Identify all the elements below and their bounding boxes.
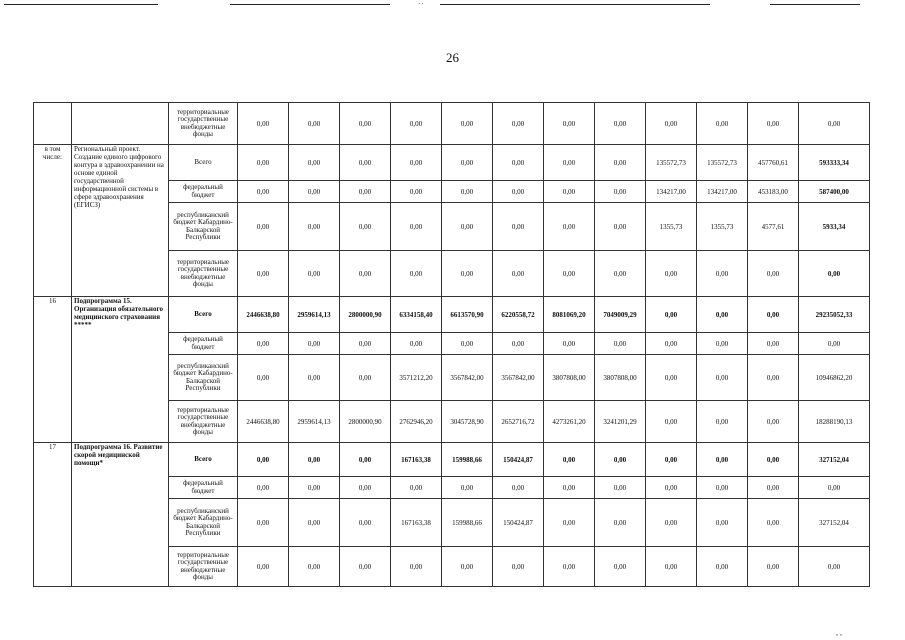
value-cell: 3045728,90 [442,401,493,443]
funding-source: федеральный бюджет [169,181,238,203]
value-cell: 0,00 [289,181,340,203]
value-cell: 10946862,20 [799,355,870,401]
value-cell: 0,00 [391,103,442,145]
value-cell: 0,00 [493,203,544,251]
value-cell: 0,00 [340,333,391,355]
value-cell: 0,00 [289,145,340,181]
value-cell: 0,00 [544,499,595,547]
value-cell: 0,00 [238,477,289,499]
value-cell: 2446638,80 [238,401,289,443]
value-cell: 0,00 [442,477,493,499]
value-cell: 3567842,00 [493,355,544,401]
value-cell: 0,00 [799,251,870,297]
value-cell: 0,00 [340,547,391,587]
value-cell: 0,00 [544,333,595,355]
value-cell: 0,00 [442,547,493,587]
funding-source: территориальные государственные внебюджетные фонды [169,547,238,587]
value-cell: 0,00 [238,547,289,587]
value-cell: 0,00 [595,477,646,499]
value-cell: 0,00 [646,251,697,297]
value-cell: 0,00 [493,251,544,297]
value-cell: 0,00 [340,203,391,251]
row-index: в том числе: [34,145,72,297]
value-cell: 0,00 [697,333,748,355]
value-cell: 0,00 [493,145,544,181]
value-cell: 0,00 [748,297,799,333]
value-cell: 0,00 [697,547,748,587]
value-cell: 0,00 [442,333,493,355]
value-cell: 0,00 [748,547,799,587]
value-cell: 0,00 [544,443,595,477]
value-cell: 0,00 [748,251,799,297]
value-cell: 0,00 [748,355,799,401]
row-index: 17 [34,443,72,587]
table-row [34,297,870,333]
value-cell: 0,00 [289,203,340,251]
value-cell: 134217,00 [646,181,697,203]
value-cell: 0,00 [799,333,870,355]
value-cell: 167163,38 [391,443,442,477]
value-cell: 0,00 [646,443,697,477]
value-cell: 150424,87 [493,443,544,477]
value-cell: 0,00 [595,203,646,251]
value-cell: 18288190,13 [799,401,870,443]
value-cell: 0,00 [289,443,340,477]
funding-source: республиканский бюджет Кабардино-Балкарской Республики [169,355,238,401]
value-cell: 3241201,29 [595,401,646,443]
value-cell: 0,00 [238,145,289,181]
value-cell: 0,00 [595,103,646,145]
value-cell: 0,00 [493,103,544,145]
value-cell: 0,00 [544,477,595,499]
program-name: Подпрограмма 16. Развитие скорой медицинской помощи* [72,443,169,587]
value-cell: 0,00 [289,333,340,355]
value-cell: 134217,00 [697,181,748,203]
value-cell: 0,00 [544,103,595,145]
value-cell: 0,00 [544,547,595,587]
value-cell: 0,00 [238,355,289,401]
funding-source: Всего [169,443,238,477]
value-cell: 0,00 [493,181,544,203]
value-cell: 0,00 [340,145,391,181]
value-cell: 0,00 [697,477,748,499]
top-rule-mid [230,4,390,5]
value-cell: 0,00 [646,547,697,587]
value-cell: 0,00 [595,181,646,203]
value-cell: 0,00 [748,333,799,355]
value-cell: 0,00 [646,477,697,499]
value-cell: 0,00 [340,477,391,499]
value-cell: 1355,73 [646,203,697,251]
value-cell: 0,00 [799,547,870,587]
table-row [34,145,870,181]
value-cell: 4577,61 [748,203,799,251]
value-cell: 0,00 [340,103,391,145]
value-cell: 0,00 [238,203,289,251]
value-cell: 2652716,72 [493,401,544,443]
funding-source: Всего [169,297,238,333]
table-row [34,443,870,477]
value-cell: 457760,61 [748,145,799,181]
value-cell: 0,00 [748,499,799,547]
funding-source: республиканский бюджет Кабардино-Балкарской Республики [169,203,238,251]
value-cell: 0,00 [544,181,595,203]
value-cell: 0,00 [391,333,442,355]
value-cell: 0,00 [391,477,442,499]
value-cell: 0,00 [340,499,391,547]
value-cell: 453183,00 [748,181,799,203]
table-row [34,103,870,145]
value-cell: 327152,04 [799,443,870,477]
value-cell: 3567842,00 [442,355,493,401]
value-cell: 2446638,80 [238,297,289,333]
value-cell: 0,00 [697,443,748,477]
value-cell: 0,00 [238,103,289,145]
program-name [72,103,169,145]
value-cell: 0,00 [289,251,340,297]
value-cell: 0,00 [595,251,646,297]
value-cell: 0,00 [340,251,391,297]
value-cell: 1355,73 [697,203,748,251]
value-cell: 0,00 [493,547,544,587]
value-cell: 3571212,20 [391,355,442,401]
value-cell: 0,00 [646,297,697,333]
value-cell: 0,00 [442,203,493,251]
row-index: 16 [34,297,72,443]
funding-source: Всего [169,145,238,181]
value-cell: 0,00 [748,443,799,477]
value-cell: 0,00 [391,547,442,587]
value-cell: 0,00 [289,355,340,401]
value-cell: 0,00 [595,547,646,587]
value-cell: 0,00 [646,103,697,145]
value-cell: 0,00 [697,499,748,547]
value-cell: 0,00 [289,103,340,145]
value-cell: 0,00 [493,333,544,355]
value-cell: 159988,66 [442,499,493,547]
value-cell: 5933,34 [799,203,870,251]
row-index [34,103,72,145]
value-cell: 159988,66 [442,443,493,477]
value-cell: 2800000,90 [340,297,391,333]
value-cell: 0,00 [544,145,595,181]
value-cell: 593333,34 [799,145,870,181]
value-cell: 0,00 [544,203,595,251]
value-cell: 0,00 [646,333,697,355]
program-name: Подпрограмма 15. Организация обязательного медицинского страхования ***** [72,297,169,443]
value-cell: 0,00 [748,477,799,499]
program-name: Региональный проект. Создание единого цифрового контура в здравоохранении на основе единой государственной информационной системы в сфере здравоохранения (ЕГИСЗ) [72,145,169,297]
value-cell: 0,00 [289,477,340,499]
value-cell: 0,00 [340,355,391,401]
top-rule-left [4,4,158,5]
value-cell: 8081069,20 [544,297,595,333]
value-cell: 0,00 [238,333,289,355]
value-cell: 7049009,29 [595,297,646,333]
value-cell: 29235052,33 [799,297,870,333]
value-cell: 0,00 [697,297,748,333]
value-cell: 0,00 [391,181,442,203]
value-cell: 2762946,20 [391,401,442,443]
value-cell: 2800000,90 [340,401,391,443]
value-cell: 0,00 [595,333,646,355]
value-cell: 0,00 [442,103,493,145]
value-cell: 0,00 [238,181,289,203]
value-cell: 0,00 [442,145,493,181]
value-cell: 0,00 [697,401,748,443]
value-cell: 0,00 [391,145,442,181]
funding-source: республиканский бюджет Кабардино-Балкарской Республики [169,499,238,547]
value-cell: 3807808,00 [595,355,646,401]
value-cell: 0,00 [391,203,442,251]
value-cell: 0,00 [595,443,646,477]
value-cell: 0,00 [493,477,544,499]
value-cell: 2959614,13 [289,297,340,333]
value-cell: 4273261,20 [544,401,595,443]
funding-source: федеральный бюджет [169,477,238,499]
value-cell: 167163,38 [391,499,442,547]
value-cell: 0,00 [289,499,340,547]
value-cell: 0,00 [646,355,697,401]
value-cell: 0,00 [748,401,799,443]
value-cell: 135572,73 [697,145,748,181]
value-cell: 327152,04 [799,499,870,547]
value-cell: 0,00 [238,251,289,297]
top-dots: ·· [418,0,425,8]
value-cell: 0,00 [799,103,870,145]
value-cell: 3807808,00 [544,355,595,401]
page-number: 26 [446,50,459,65]
value-cell: 0,00 [646,401,697,443]
value-cell: 0,00 [697,103,748,145]
top-rule-far [770,4,860,5]
value-cell: 587400,00 [799,181,870,203]
value-cell: 0,00 [442,181,493,203]
value-cell: 0,00 [340,181,391,203]
value-cell: 0,00 [238,443,289,477]
budget-table [33,102,870,587]
value-cell: 0,00 [595,145,646,181]
funding-source: территориальные государственные внебюджетные фонды [169,251,238,297]
value-cell: 0,00 [340,443,391,477]
value-cell: 0,00 [646,499,697,547]
value-cell: 0,00 [799,477,870,499]
value-cell: 0,00 [697,251,748,297]
funding-source: территориальные государственные внебюджетные фонды [169,401,238,443]
value-cell: 0,00 [289,547,340,587]
funding-source: территориальные государственные внебюджетные фонды [169,103,238,145]
value-cell: 0,00 [391,251,442,297]
value-cell: 0,00 [238,499,289,547]
value-cell: 0,00 [442,251,493,297]
value-cell: 2959614,13 [289,401,340,443]
value-cell: 6613570,90 [442,297,493,333]
corner-mark: , , [836,628,842,637]
top-rule-right [440,4,710,5]
value-cell: 6334158,40 [391,297,442,333]
value-cell: 150424,87 [493,499,544,547]
value-cell: 135572,73 [646,145,697,181]
value-cell: 6220558,72 [493,297,544,333]
value-cell: 0,00 [748,103,799,145]
funding-source: федеральный бюджет [169,333,238,355]
value-cell: 0,00 [697,355,748,401]
value-cell: 0,00 [544,251,595,297]
value-cell: 0,00 [595,499,646,547]
